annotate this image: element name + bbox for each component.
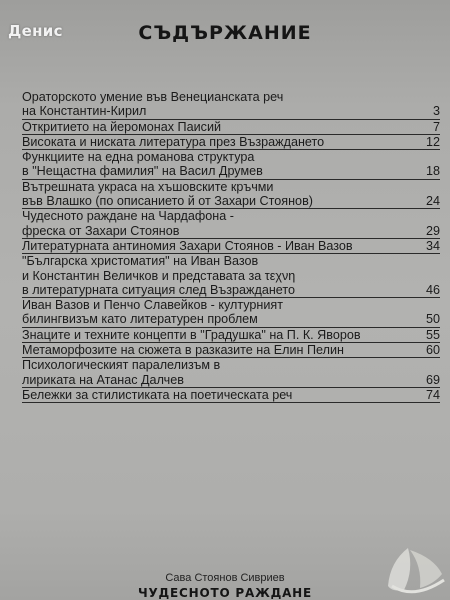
toc-entry — [22, 298, 442, 328]
toc-entry-title: и Константин Величков и представата за τεχνη — [22, 268, 296, 283]
toc-page-number: 24 — [425, 194, 440, 209]
toc-entry-title: Чудесното раждане на Чардафона - — [22, 209, 234, 224]
toc-page-number: 60 — [425, 343, 440, 358]
toc-entry-title: Откритието на йеромонах Паисий — [22, 119, 222, 134]
toc-page-number: 3 — [432, 104, 440, 119]
toc-entry-title: на Константин-Кирил — [22, 104, 147, 119]
toc-entry-title: във Влашко (по описанието й от Захари Стоянов) — [22, 194, 313, 209]
toc-entry — [22, 239, 442, 254]
toc-entry — [22, 90, 442, 120]
toc-entry — [22, 120, 442, 135]
toc-entry — [22, 254, 442, 298]
toc-entry — [22, 135, 442, 150]
toc-entry-title: в "Нещастна фамилия" на Васил Друмев — [22, 164, 263, 179]
bazar-logo-icon — [378, 540, 450, 600]
table-of-contents — [22, 90, 442, 403]
toc-entry-title: Бележки за стилистиката на поетическата реч — [22, 387, 293, 402]
toc-entry — [22, 343, 442, 358]
toc-page-number: 18 — [425, 164, 440, 179]
toc-entry-title: Литературната антиномия Захари Стоянов - Иван Вазов — [22, 238, 353, 253]
author-name: Сава Стоянов Сивриев — [165, 572, 285, 584]
toc-entry-title: Високата и ниската литература през Възраждането — [22, 134, 325, 149]
toc-page-number: 29 — [425, 223, 440, 238]
toc-entry-title: Знаците и техните концепти в "Градушка" на П. К. Яворов — [22, 327, 361, 342]
toc-entry-title: Метаморфозите на сюжета в разказите на Елин Пелин — [22, 343, 344, 358]
seller-watermark: Денис — [8, 22, 63, 40]
toc-page-number: 7 — [432, 119, 440, 134]
toc-page-number: 46 — [425, 282, 440, 297]
toc-entry-title: Психологическият паралелизъм в — [22, 358, 221, 373]
toc-entry-title: Вътрешната украса на хъшовските кръчми — [22, 179, 274, 194]
toc-entry-title: Иван Вазов и Пенчо Славейков - културният — [22, 298, 283, 313]
toc-page-number: 74 — [425, 387, 440, 402]
toc-page-number: 50 — [425, 312, 440, 327]
toc-entry-title: билингвизъм като литературен проблем — [22, 312, 258, 327]
toc-entry-title: лириката на Атанас Далчев — [22, 372, 184, 387]
toc-page-number: 34 — [425, 238, 440, 253]
toc-entry — [22, 388, 442, 403]
toc-page-number: 55 — [425, 327, 440, 342]
toc-entry — [22, 328, 442, 343]
toc-entry-title: фреска от Захари Стоянов — [22, 223, 180, 238]
toc-page-number: 12 — [425, 134, 440, 149]
toc-entry — [22, 180, 442, 210]
toc-entry-title: Функциите на една романова структура — [22, 150, 255, 165]
toc-page-number: 69 — [425, 372, 440, 387]
toc-entry-title: Ораторското умение във Венецианската реч — [22, 90, 284, 104]
toc-entry-title: "Българска христоматия" на Иван Вазов — [22, 254, 259, 269]
toc-entry-title: в литературната ситуация след Възраждането — [22, 282, 296, 297]
toc-entry — [22, 209, 442, 239]
toc-entry — [22, 150, 442, 180]
book-subtitle: ЧУДЕСНОТО РАЖДАНЕ — [137, 586, 313, 600]
page-title: СЪДЪРЖАНИЕ — [138, 22, 312, 44]
toc-entry — [22, 358, 442, 388]
